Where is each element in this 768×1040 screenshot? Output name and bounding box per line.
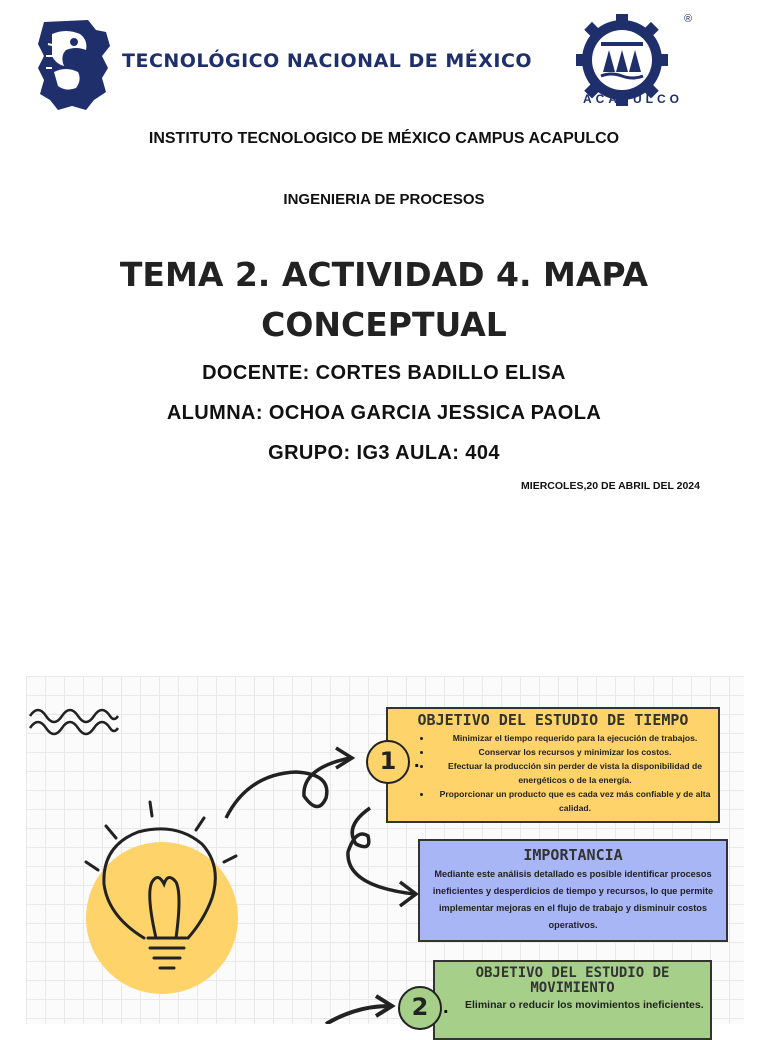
page-title-line2: CONCEPTUAL (261, 305, 507, 344)
arrow-to-box1 (226, 758, 350, 818)
objective-motion-study-heading: OBJETIVO DEL ESTUDIO DE MOVIMIENTO (475, 965, 670, 996)
career-name: INGENIERIA DE PROCESOS (283, 191, 485, 208)
list-item: • Minimizar el tiempo requerido para la ejecución de trabajos. (432, 731, 718, 745)
objective-time-study-heading: OBJETIVO DEL ESTUDIO DE TIEMPO (417, 711, 689, 729)
importance-box (418, 839, 728, 942)
objective-motion-study-box (433, 960, 712, 1040)
bullet-dot: . (443, 996, 449, 1018)
teacher-name: DOCENTE: CORTES BADILLO ELISA (202, 362, 566, 384)
tecnm-logo (36, 16, 112, 112)
group-info: GRUPO: IG3 AULA: 404 (268, 442, 500, 464)
page-title-line1: TEMA 2. ACTIVIDAD 4. MAPA (119, 255, 649, 294)
list-item: • Conservar los recursos y minimizar los costos. (432, 745, 718, 759)
registered-mark: ® (684, 13, 693, 25)
tecnm-logo-text: TECNOLÓGICO NACIONAL DE MÉXICO (122, 50, 533, 72)
objective-time-study-box (386, 707, 720, 823)
date-text: MIERCOLES,20 DE ABRIL DEL 2024 (521, 480, 700, 492)
objective-time-study-list (388, 731, 718, 815)
institution-name: INSTITUTO TECNOLOGICO DE MÉXICO CAMPUS ACAPULCO (148, 130, 620, 147)
importance-text: Mediante este análisis detallado es posible identificar procesos ineficientes y desperdicios de tiempo y recursos, lo que permite implementar mejoras en el flujo de trabajo y disminuir costos operativos. (432, 868, 714, 930)
bullet-dot: . (414, 750, 420, 772)
acapulco-logo-text: ACAPULCO (583, 92, 683, 106)
importance-heading: IMPORTANCIA (523, 846, 623, 864)
list-item: • Efectuar la producción sin perder de vista la disponibilidad de energéticos o de la energía. (432, 759, 718, 787)
student-name: ALUMNA: OCHOA GARCIA JESSICA PAOLA (166, 402, 602, 424)
zigzag-decoration (30, 710, 118, 722)
list-item: • Proporcionar un producto que es cada vez más confiable y de alta calidad. (432, 787, 718, 815)
number-badge-2: 2 (398, 986, 442, 1030)
list-item: Eliminar o reducir los movimientos ineficientes. (465, 999, 704, 1012)
number-badge-1: 1 (366, 740, 410, 784)
